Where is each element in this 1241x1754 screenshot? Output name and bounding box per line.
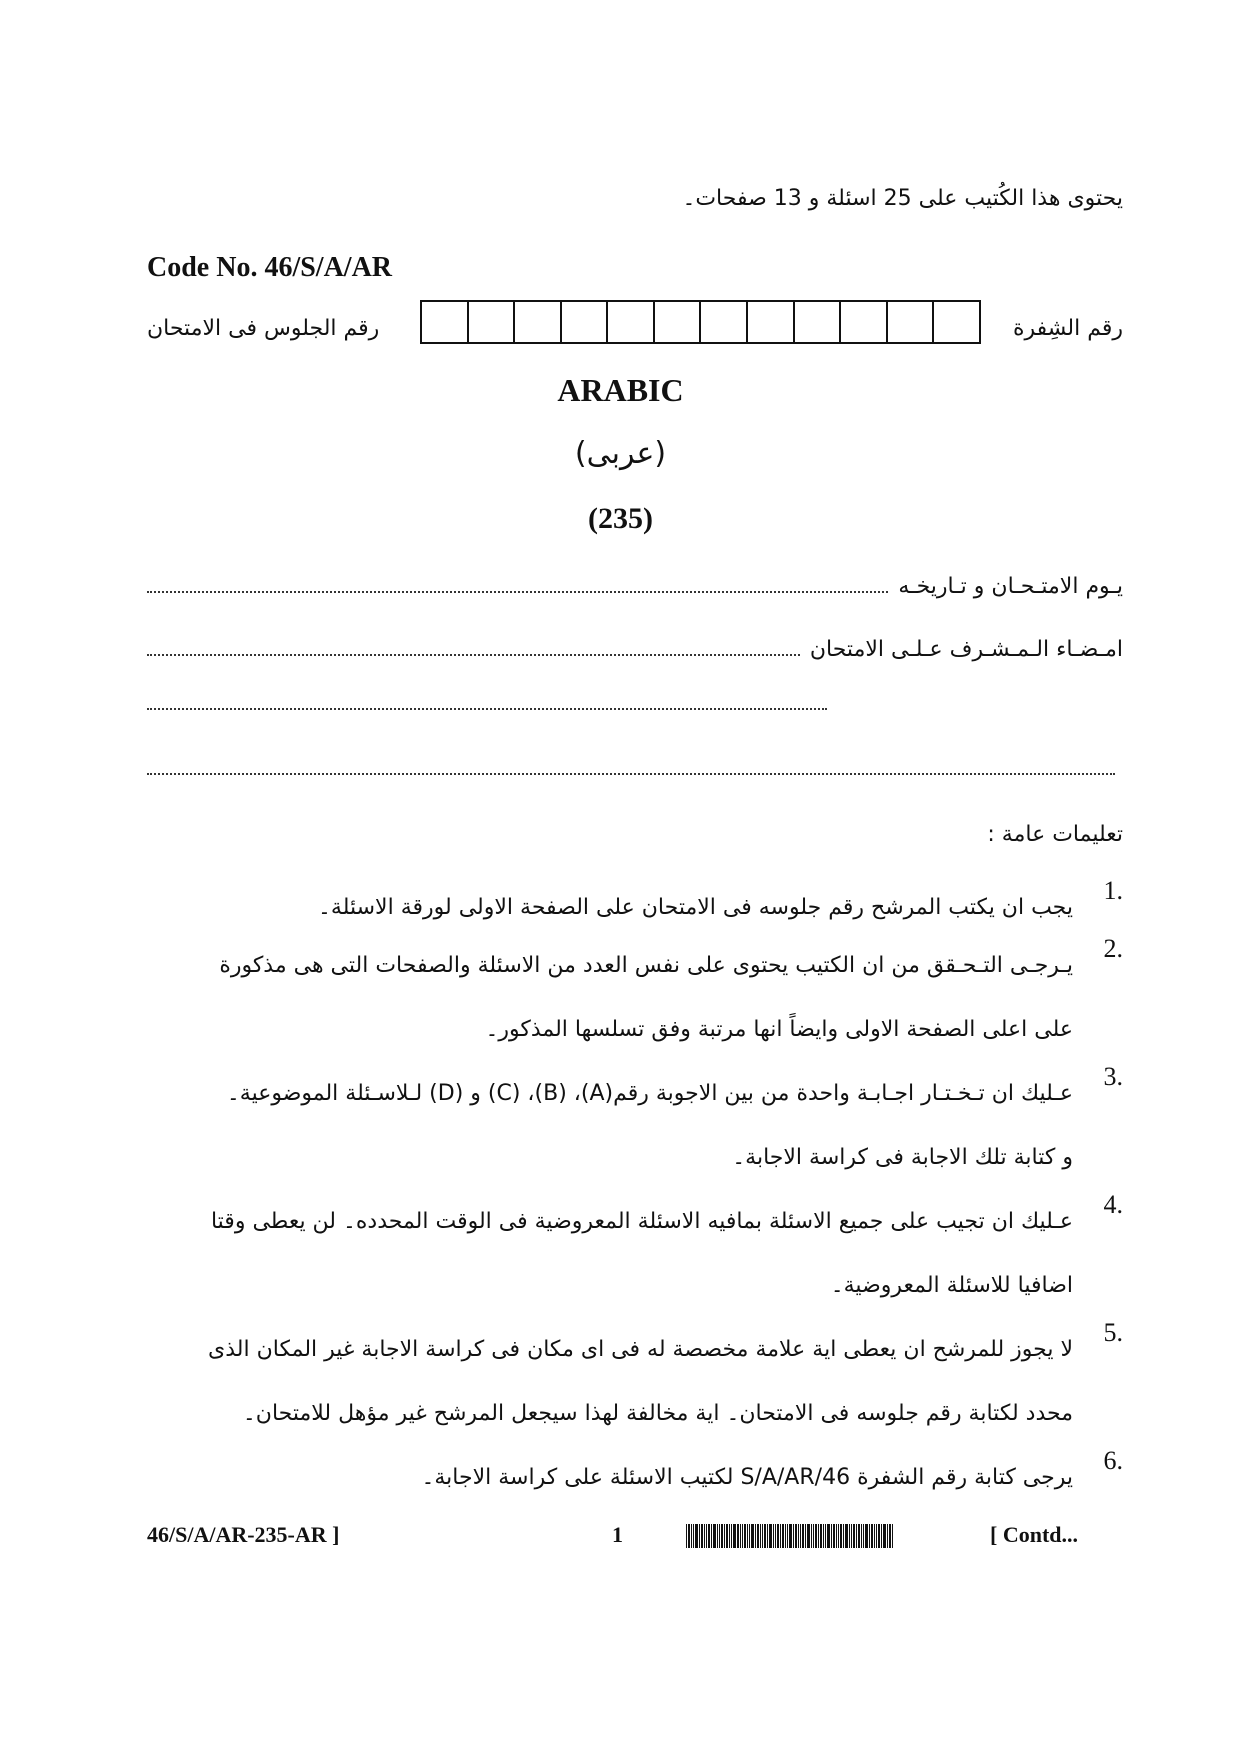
barcode-bar <box>717 1524 718 1548</box>
barcode-bar <box>825 1524 826 1548</box>
blank-line[interactable] <box>147 708 827 710</box>
barcode-bar <box>818 1524 819 1548</box>
barcode-bar <box>831 1524 832 1548</box>
instruction-item <box>147 1318 1123 1446</box>
barcode-bar <box>815 1524 817 1548</box>
roll-box-cell[interactable] <box>699 302 746 342</box>
instruction-number: 1. <box>1103 876 1123 905</box>
instruction-item <box>147 876 1123 940</box>
page-number: 1 <box>612 1522 623 1547</box>
barcode-bar <box>869 1524 870 1548</box>
barcode-bar <box>726 1524 728 1548</box>
barcode-bar <box>874 1524 875 1548</box>
roll-number-boxes[interactable] <box>420 300 981 344</box>
barcode-bar <box>757 1524 759 1548</box>
roll-box-cell[interactable] <box>422 302 467 342</box>
supervisor-signature-row <box>147 628 1123 662</box>
barcode-bar <box>856 1524 857 1548</box>
barcode-bar <box>751 1524 754 1548</box>
barcode-bar <box>795 1524 797 1548</box>
barcode-bar <box>769 1524 772 1548</box>
barcode-bar <box>693 1524 694 1548</box>
instruction-number: 5. <box>1103 1318 1123 1347</box>
barcode-bar <box>721 1524 723 1548</box>
barcode-bar <box>833 1524 835 1548</box>
barcode-bar <box>706 1524 707 1548</box>
barcode-bar <box>785 1524 786 1548</box>
barcode-bar <box>889 1524 891 1548</box>
barcode-bar <box>871 1524 873 1548</box>
barcode-bar <box>764 1524 766 1548</box>
footer-contd: [ Contd... <box>990 1522 1079 1547</box>
booklet-note: يحتوى هذا الكُتيب على 25 اسئلة و 13 صفحات۔ <box>682 186 1123 211</box>
barcode-bar <box>811 1524 812 1548</box>
instruction-line: محدد لكتابة رقم جلوسه فى الامتحان۔ اية مخالفة لهذا سيجعل المرشح غير مؤهل للامتحان۔ <box>242 1401 1073 1426</box>
subject-title: ARABIC <box>557 372 684 408</box>
barcode-bar <box>688 1524 690 1548</box>
barcode-bar <box>737 1524 739 1548</box>
barcode-bar <box>798 1524 799 1548</box>
barcode-bar <box>853 1524 855 1548</box>
barcode-bar <box>845 1524 848 1548</box>
instruction-line: لا يجوز للمرشح ان يعطى اية علامة مخصصة له فى اى مكان فى كراسة الاجابة غير المكان الذى <box>208 1337 1073 1362</box>
barcode-bar <box>744 1524 746 1548</box>
barcode-bar <box>729 1524 730 1548</box>
barcode-bar <box>849 1524 850 1548</box>
barcode-bar <box>747 1524 748 1548</box>
subject-code: (235) <box>588 502 653 535</box>
barcode-bar <box>805 1524 806 1548</box>
instruction-line: عـليك ان تـخـتـار اجـابـة واحدة من بين الاجوبة رقم(A)، (B)، (C) و (D) لـلاسـئلة الموضوعية۔ <box>226 1081 1073 1106</box>
barcode-bar <box>719 1524 720 1548</box>
barcode-bar <box>733 1524 736 1548</box>
instruction-text <box>147 1062 1073 1190</box>
instruction-text <box>147 1190 1073 1318</box>
instruction-text <box>147 934 1073 1062</box>
roll-box-cell[interactable] <box>746 302 793 342</box>
barcode-bar <box>858 1524 860 1548</box>
barcode-bar <box>695 1524 698 1548</box>
barcode-bar <box>892 1524 893 1548</box>
exam-date-row <box>147 565 1123 599</box>
roll-box-cell[interactable] <box>513 302 560 342</box>
roll-number-label: رقم الجلوس فى الامتحان <box>147 316 380 341</box>
code-number: Code No. 46/S/A/AR <box>147 252 393 283</box>
barcode-bar <box>838 1524 839 1548</box>
barcode-bar <box>711 1524 712 1548</box>
barcode-bar <box>863 1524 864 1548</box>
roll-box-cell[interactable] <box>653 302 700 342</box>
blank-line[interactable] <box>147 773 1115 775</box>
supervisor-signature-field[interactable] <box>147 646 800 656</box>
barcode-bar <box>724 1524 725 1548</box>
barcode-bar <box>708 1524 710 1548</box>
barcode-bar <box>861 1524 862 1548</box>
barcode-bar <box>813 1524 814 1548</box>
exam-date-label: يـوم الامتـحـان و تـاريخـه <box>898 574 1123 599</box>
instruction-number: 3. <box>1103 1062 1123 1091</box>
subject-title-arabic: (عربى) <box>574 436 667 471</box>
barcode-bar <box>876 1524 877 1548</box>
instruction-line: و كتابة تلك الاجابة فى كراسة الاجابة۔ <box>732 1145 1073 1170</box>
supervisor-signature-label: امـضـاء الـمـشـرف عـلـى الامتحان <box>809 637 1123 662</box>
barcode-bar <box>807 1524 810 1548</box>
barcode-bar <box>704 1524 705 1548</box>
instruction-item <box>147 1062 1123 1190</box>
barcode-bar <box>775 1524 776 1548</box>
roll-box-cell[interactable] <box>467 302 514 342</box>
instruction-line: يجب ان يكتب المرشح رقم جلوسه فى الامتحان على الصفحة الاولى لورقة الاسئلة۔ <box>318 895 1073 920</box>
barcode-bar <box>865 1524 868 1548</box>
footer-code: 46/S/A/AR-235-AR ] <box>147 1522 340 1547</box>
barcode-bar <box>701 1524 703 1548</box>
barcode-bar <box>740 1524 741 1548</box>
instruction-number: 6. <box>1103 1446 1123 1475</box>
barcode-bar <box>823 1524 824 1548</box>
instruction-line: يرجى كتابة رقم الشفرة 46/S/A/AR لكتيب الاسئلة على كراسة الاجابة۔ <box>421 1465 1073 1490</box>
barcode-bar <box>773 1524 774 1548</box>
barcode-bar <box>800 1524 801 1548</box>
instruction-item <box>147 1446 1123 1510</box>
barcode-bar <box>731 1524 732 1548</box>
instruction-line: يـرجـى التـحـقق من ان الكتيب يحتوى على نفس العدد من الاسئلة والصفحات التى هى مذكورة <box>219 953 1073 978</box>
barcode-bar <box>780 1524 781 1548</box>
instruction-text <box>147 1446 1073 1510</box>
barcode-bar <box>762 1524 763 1548</box>
instruction-item <box>147 934 1123 1062</box>
barcode-bar <box>789 1524 792 1548</box>
instruction-line: على اعلى الصفحة الاولى وايضاً انها مرتبة وفق تسلسها المذكور۔ <box>485 1017 1073 1042</box>
barcode-bar <box>699 1524 700 1548</box>
instruction-number: 4. <box>1103 1190 1123 1219</box>
barcode-bar <box>742 1524 743 1548</box>
barcode-bar <box>767 1524 768 1548</box>
instruction-item <box>147 1190 1123 1318</box>
roll-box-cell[interactable] <box>560 302 607 342</box>
barcode-bar <box>755 1524 756 1548</box>
barcode-bar <box>851 1524 852 1548</box>
instruction-number: 2. <box>1103 934 1123 963</box>
roll-box-cell[interactable] <box>793 302 840 342</box>
barcode-bar <box>843 1524 844 1548</box>
barcode-bar <box>820 1524 822 1548</box>
barcode-bar <box>878 1524 880 1548</box>
roll-box-cell[interactable] <box>932 302 979 342</box>
barcode-bar <box>881 1524 882 1548</box>
barcode-bar <box>760 1524 761 1548</box>
instruction-line: اضافيا للاسئلة المعروضية۔ <box>830 1273 1073 1298</box>
barcode-bar <box>787 1524 788 1548</box>
instruction-text <box>147 1318 1073 1446</box>
instruction-line: عـليك ان تجيب على جميع الاسئلة بمافيه الاسئلة المعروضية فى الوقت المحدده۔ لن يعطى وقتا <box>210 1209 1073 1234</box>
barcode-bar <box>836 1524 837 1548</box>
exam-date-field[interactable] <box>147 583 888 593</box>
barcode-bar <box>887 1524 888 1548</box>
instruction-text <box>147 876 1073 940</box>
barcode-bar <box>827 1524 830 1548</box>
barcode-bar <box>777 1524 779 1548</box>
barcode-bar <box>713 1524 716 1548</box>
seat-code-label: رقم الشِفرة <box>1012 316 1123 341</box>
instructions-heading: تعليمات عامة : <box>987 822 1123 847</box>
barcode-bar <box>883 1524 886 1548</box>
barcode-bar <box>749 1524 750 1548</box>
roll-box-cell[interactable] <box>886 302 933 342</box>
barcode-bar <box>782 1524 784 1548</box>
roll-box-cell[interactable] <box>839 302 886 342</box>
barcode-bar <box>802 1524 804 1548</box>
barcode-bar <box>840 1524 842 1548</box>
barcode-icon <box>686 1524 982 1548</box>
barcode-bar <box>691 1524 692 1548</box>
barcode-bar <box>686 1524 687 1548</box>
roll-box-cell[interactable] <box>606 302 653 342</box>
barcode-bar <box>793 1524 794 1548</box>
